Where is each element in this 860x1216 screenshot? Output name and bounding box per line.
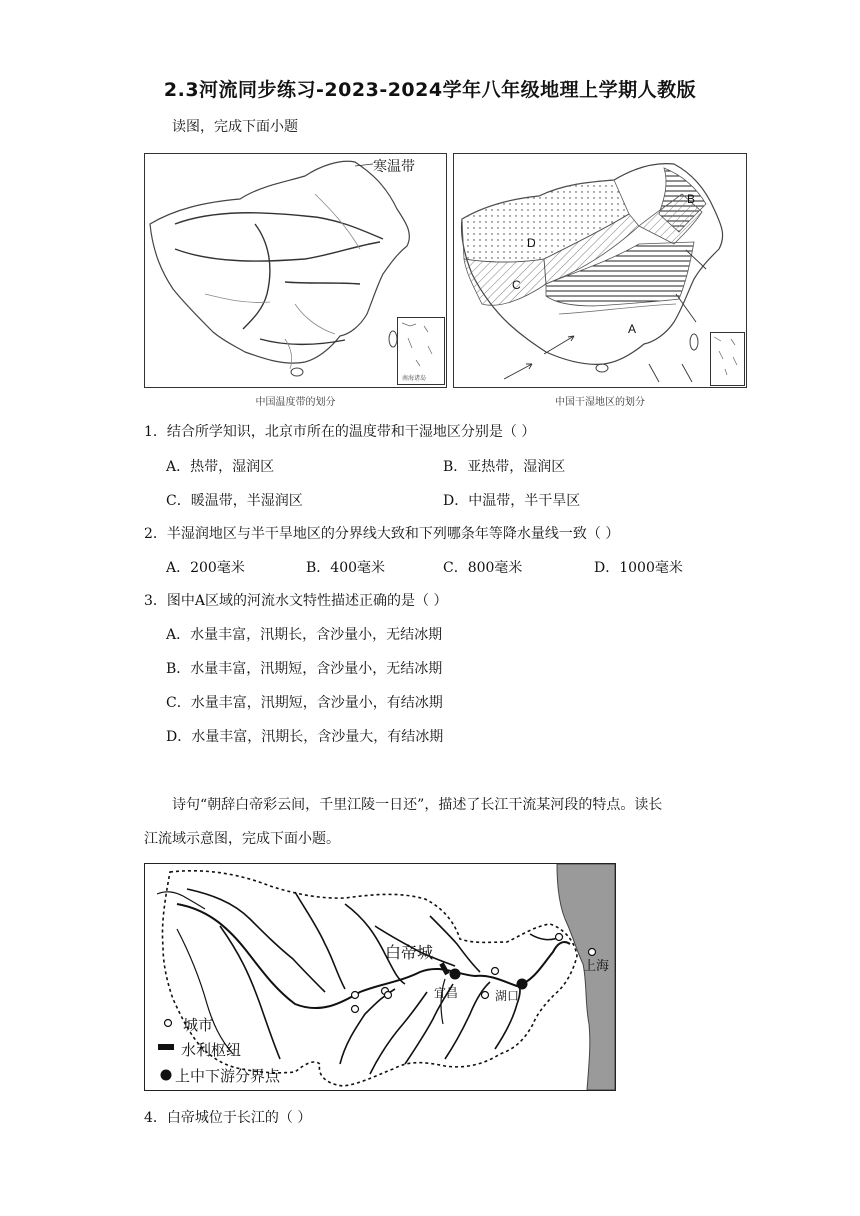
q1-option-d: D．中温带，半干旱区 [443,493,581,509]
map2-caption: 中国干湿地区的划分 [555,397,645,408]
q3-option-a: A．水量丰富，汛期长，含沙量小，无结冰期 [166,627,443,643]
region-b-label: B [687,192,696,206]
region-d-label: D [527,236,536,250]
question-3-stem: 3．图中A区域的河流水文特性描述正确的是（ ） [144,593,448,609]
yangtze-basin-map [144,863,616,1091]
dry-wet-region-map [453,153,747,388]
question-2-stem: 2．半湿润地区与半干旱地区的分界线大致和下列哪条年等降水量线一致（ ） [144,526,620,542]
page-title: 2.3河流同步练习-2023-2024学年八年级地理上学期人教版 [163,79,697,101]
q1-option-a: A．热带，湿润区 [166,459,275,475]
q3-option-b: B．水量丰富，汛期短，含沙量小，无结冰期 [166,661,443,677]
region-a-label: A [628,322,637,336]
legend-dam: 水利枢纽 [181,1042,242,1059]
q2-option-b: B．400毫米 [306,560,386,576]
q2-option-a: A．200毫米 [166,560,245,576]
inset-label: 南海诸岛 [402,375,427,382]
q2-option-c: C．800毫米 [443,560,523,576]
legend-boundary: 上中下游分界点 [175,1068,281,1085]
intro-text-2-line1: 诗句“朝辞白帝彩云间，千里江陵一日还”，描述了长江干流某河段的特点。读长 [172,797,663,813]
south-sea-inset-2 [710,332,745,386]
q1-option-c: C．暖温带，半湿润区 [166,493,303,509]
yichang-label: 宜昌 [434,986,459,1000]
q3-option-c: C．水量丰富，汛期短，含沙量小，有结冰期 [166,695,443,711]
hukou-label: 湖口 [495,989,520,1003]
q3-option-d: D．水量丰富，汛期长，含沙量大，有结冰期 [166,729,444,745]
map1-caption: 中国温度带的划分 [255,397,336,408]
baidicheng-label: 白帝城 [385,945,434,962]
intro-text-2-line2: 江流域示意图，完成下面小题。 [144,831,340,847]
shanghai-label: 上海 [583,958,610,973]
temperature-zone-map [144,153,447,388]
region-c-label: C [512,278,521,292]
south-sea-inset [397,317,445,385]
question-1-stem: 1．结合所学知识，北京市所在的温度带和干湿地区分别是（ ） [144,424,536,440]
q2-option-d: D．1000毫米 [594,560,683,576]
intro-text-1: 读图，完成下面小题 [172,119,298,135]
cold-temperate-label: 寒温带 [373,158,415,174]
question-4-stem: 4．白帝城位于长江的（ ） [144,1110,312,1126]
legend-city: 城市 [183,1017,214,1034]
q1-option-b: B．亚热带，湿润区 [443,459,566,475]
